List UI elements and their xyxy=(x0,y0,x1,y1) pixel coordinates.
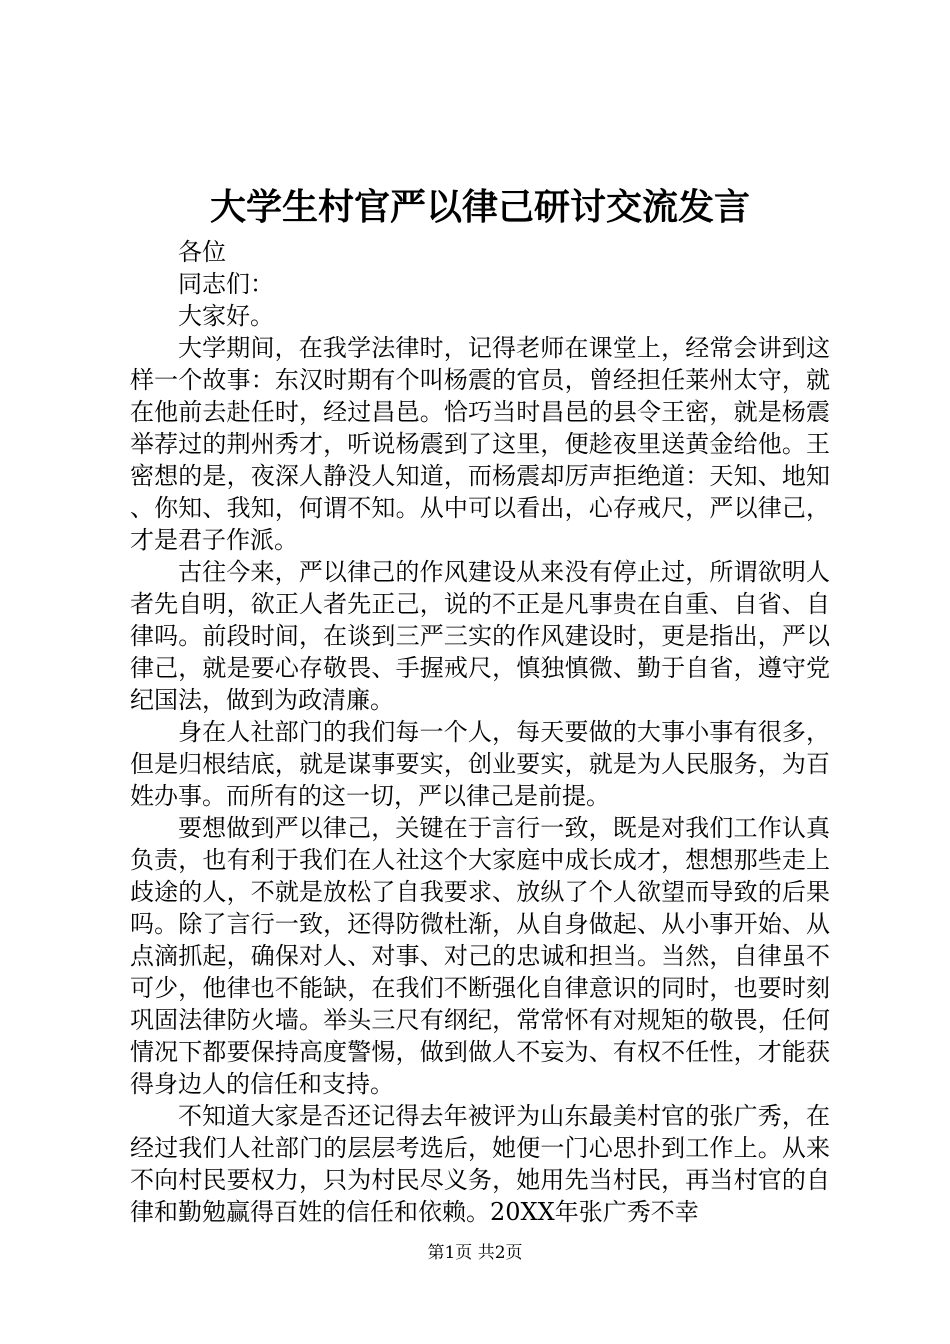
paragraph-story: 大学期间，在我学法律时，记得老师在课堂上，经常会讲到这样一个故事：东汉时期有个叫杨震的官员，曾经担任莱州太守，就在他前去赴任时，经过昌邑。恰巧当时昌邑的县令王密，就是杨震举荐过的荆州秀才，听说杨震到了这里，便趁夜里送黄金给他。王密想的是，夜深人静没人知道，而杨震却厉声拒绝道：天知、地知、你知、我知，何谓不知。从中可以看出，心存戒尺，严以律己，才是君子作派。 xyxy=(130,334,830,554)
paragraph-greeting: 大家好。 xyxy=(178,302,274,330)
paragraph-department: 身在人社部门的我们每一个人，每天要做的大事小事有很多，但是归根结底，就是谋事要实，创业要实，就是为人民服务，为百姓办事。而所有的这一切，严以律己是前提。 xyxy=(130,718,830,810)
paragraph-salutation-1: 各位 xyxy=(178,238,226,266)
paragraph-salutation-2: 同志们： xyxy=(178,270,274,298)
paragraph-tradition: 古往今来，严以律己的作风建设从来没有停止过，所谓欲明人者先自明，欲正人者先正己，说的不正是凡事贵在自重、自省、自律吗。前段时间，在谈到三严三实的作风建设时，更是指出，严以律己，就是要心存敬畏、手握戒尺，慎独慎微、勤于自省，遵守党纪国法，做到为政清廉。 xyxy=(130,558,830,714)
page-number: 第1页 共2页 xyxy=(427,1243,523,1263)
document-body xyxy=(130,236,830,1228)
paragraph-consistency: 要想做到严以律己，关键在于言行一致，既是对我们工作认真负责，也有利于我们在人社这个大家庭中成长成才，想想那些走上歧途的人，不就是放松了自我要求、放纵了个人欲望而导致的后果吗。除了言行一致，还得防微杜渐，从自身做起、从小事开始、从点滴抓起，确保对人、对事、对己的忠诚和担当。当然，自律虽不可少，他律也不能缺，在我们不断强化自律意识的同时，也要时刻巩固法律防火墙。举头三尺有纲纪，常常怀有对规矩的敬畏，任何情况下都要保持高度警惕，做到做人不妄为、有权不任性，才能获得身边人的信任和支持。 xyxy=(130,814,830,1098)
paragraph-example: 不知道大家是否还记得去年被评为山东最美村官的张广秀，在经过我们人社部门的层层考选后，她便一门心思扑到工作上。从来不向村民要权力，只为村民尽义务，她用先当村民，再当村官的自律和勤勉赢得百姓的信任和依赖。20XX年张广秀不幸 xyxy=(130,1102,830,1226)
document-title: 大学生村官严以律己研讨交流发言 xyxy=(209,186,750,228)
